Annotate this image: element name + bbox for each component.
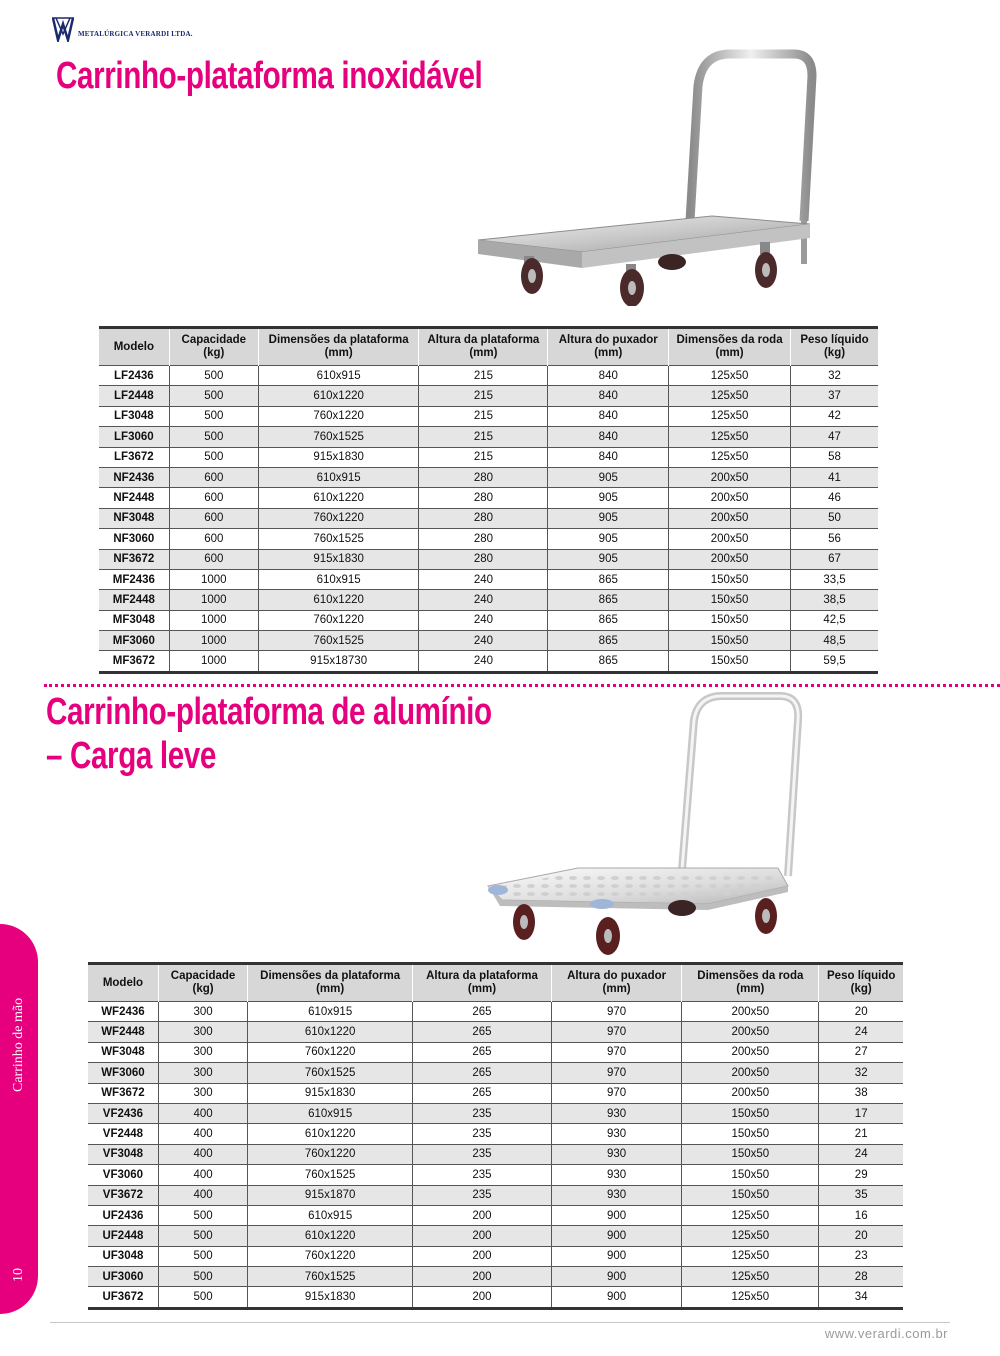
table-row <box>88 1185 903 1205</box>
table-cell: 915x1830 <box>248 1287 413 1308</box>
table-cell: 760x1525 <box>258 631 418 651</box>
table-cell: 500 <box>169 427 258 447</box>
table-cell: 125x50 <box>669 366 791 386</box>
column-header: Altura da plataforma (mm) <box>419 328 548 366</box>
table-cell: 265 <box>413 1083 552 1103</box>
table-cell: 200 <box>413 1287 552 1308</box>
column-header: Dimensões da plataforma (mm) <box>258 328 418 366</box>
table-row <box>88 1165 903 1185</box>
table-cell: 610x1220 <box>248 1124 413 1144</box>
table-cell: 20 <box>819 1002 903 1022</box>
model-cell: NF3060 <box>99 529 169 549</box>
table-cell: 900 <box>551 1246 681 1266</box>
column-header: Dimensões da roda (mm) <box>682 964 819 1002</box>
table-cell: 930 <box>551 1103 681 1123</box>
table-cell: 760x1525 <box>258 529 418 549</box>
table-cell: 200x50 <box>669 467 791 487</box>
table-cell: 47 <box>791 427 878 447</box>
table-row <box>99 610 878 630</box>
table-row <box>99 447 878 467</box>
table-cell: 610x915 <box>248 1002 413 1022</box>
table-cell: 840 <box>548 386 669 406</box>
table-cell: 300 <box>158 1063 247 1083</box>
table-cell: 200x50 <box>669 529 791 549</box>
table-cell: 150x50 <box>669 631 791 651</box>
table-row <box>88 1205 903 1225</box>
table-cell: 200x50 <box>682 1022 819 1042</box>
table-row <box>88 1083 903 1103</box>
table-row <box>88 1226 903 1246</box>
column-header: Modelo <box>99 328 169 366</box>
table-cell: 200 <box>413 1205 552 1225</box>
table-cell: 610x915 <box>248 1205 413 1225</box>
table-cell: 840 <box>548 427 669 447</box>
table-cell: 200x50 <box>682 1042 819 1062</box>
table-cell: 1000 <box>169 590 258 610</box>
section2-title-line2: – Carga leve <box>46 735 216 777</box>
table-cell: 600 <box>169 529 258 549</box>
model-cell: MF3048 <box>99 610 169 630</box>
table-cell: 46 <box>791 488 878 508</box>
table-cell: 905 <box>548 508 669 528</box>
column-header: Peso líquido (kg) <box>791 328 878 366</box>
table-cell: 42,5 <box>791 610 878 630</box>
model-cell: VF2448 <box>88 1124 158 1144</box>
table-cell: 610x915 <box>258 467 418 487</box>
table-row <box>88 1103 903 1123</box>
model-cell: UF2448 <box>88 1226 158 1246</box>
table-cell: 1000 <box>169 610 258 630</box>
table-row <box>88 1124 903 1144</box>
table-cell: 200 <box>413 1267 552 1287</box>
table-cell: 970 <box>551 1022 681 1042</box>
table-cell: 280 <box>419 467 548 487</box>
table-cell: 150x50 <box>682 1124 819 1144</box>
table-row <box>88 1246 903 1266</box>
table-cell: 150x50 <box>669 569 791 589</box>
table-cell: 150x50 <box>669 610 791 630</box>
model-cell: VF3672 <box>88 1185 158 1205</box>
table-cell: 760x1220 <box>258 508 418 528</box>
table-cell: 970 <box>551 1042 681 1062</box>
table-cell: 150x50 <box>669 651 791 672</box>
table-cell: 38 <box>819 1083 903 1103</box>
table-cell: 125x50 <box>682 1267 819 1287</box>
model-cell: WF3060 <box>88 1063 158 1083</box>
column-header: Peso líquido (kg) <box>819 964 903 1002</box>
table-cell: 760x1525 <box>248 1165 413 1185</box>
table-cell: 200x50 <box>682 1063 819 1083</box>
table-cell: 500 <box>169 406 258 426</box>
table-row <box>88 1042 903 1062</box>
table-cell: 610x915 <box>258 569 418 589</box>
column-header: Modelo <box>88 964 158 1002</box>
table-cell: 67 <box>791 549 878 569</box>
table-cell: 150x50 <box>682 1103 819 1123</box>
table-cell: 760x1525 <box>248 1063 413 1083</box>
table-cell: 125x50 <box>682 1226 819 1246</box>
table-cell: 240 <box>419 569 548 589</box>
company-logo <box>52 16 193 42</box>
table-cell: 32 <box>819 1063 903 1083</box>
model-cell: LF2448 <box>99 386 169 406</box>
model-cell: WF2436 <box>88 1002 158 1022</box>
table-cell: 500 <box>169 447 258 467</box>
table-cell: 235 <box>413 1165 552 1185</box>
table-cell: 865 <box>548 610 669 630</box>
table-cell: 24 <box>819 1022 903 1042</box>
table-row <box>99 427 878 447</box>
table-cell: 1000 <box>169 569 258 589</box>
table-body <box>99 366 878 673</box>
table-cell: 33,5 <box>791 569 878 589</box>
table-row <box>88 1287 903 1308</box>
table-cell: 760x1525 <box>258 427 418 447</box>
table-cell: 34 <box>819 1287 903 1308</box>
model-cell: UF3672 <box>88 1287 158 1308</box>
table-cell: 300 <box>158 1042 247 1062</box>
model-cell: VF3060 <box>88 1165 158 1185</box>
table-cell: 240 <box>419 651 548 672</box>
table-cell: 35 <box>819 1185 903 1205</box>
table-cell: 760x1220 <box>248 1246 413 1266</box>
table-cell: 280 <box>419 549 548 569</box>
table-cell: 42 <box>791 406 878 426</box>
table-cell: 610x915 <box>248 1103 413 1123</box>
table-cell: 600 <box>169 549 258 569</box>
table-cell: 930 <box>551 1185 681 1205</box>
table-row <box>99 508 878 528</box>
table-cell: 240 <box>419 610 548 630</box>
table-row <box>88 1022 903 1042</box>
model-cell: NF2436 <box>99 467 169 487</box>
table-cell: 400 <box>158 1185 247 1205</box>
table-cell: 240 <box>419 631 548 651</box>
table-cell: 760x1220 <box>258 406 418 426</box>
table-cell: 905 <box>548 529 669 549</box>
table-cell: 16 <box>819 1205 903 1225</box>
table-cell: 970 <box>551 1002 681 1022</box>
footer-divider <box>50 1322 950 1323</box>
section2-title <box>46 690 492 778</box>
table-cell: 300 <box>158 1002 247 1022</box>
table-cell: 840 <box>548 447 669 467</box>
table-cell: 235 <box>413 1185 552 1205</box>
model-cell: NF3672 <box>99 549 169 569</box>
stainless-spec-table <box>99 326 878 674</box>
section-divider <box>44 684 1000 687</box>
table-cell: 915x1830 <box>248 1083 413 1103</box>
table-cell: 1000 <box>169 651 258 672</box>
table-cell: 235 <box>413 1124 552 1144</box>
model-cell: MF3060 <box>99 631 169 651</box>
table-cell: 28 <box>819 1267 903 1287</box>
table-cell: 37 <box>791 386 878 406</box>
table-cell: 235 <box>413 1144 552 1164</box>
table-cell: 215 <box>419 406 548 426</box>
table-cell: 500 <box>169 386 258 406</box>
column-header: Dimensões da roda (mm) <box>669 328 791 366</box>
table-cell: 125x50 <box>669 386 791 406</box>
table-cell: 200x50 <box>669 508 791 528</box>
table-cell: 32 <box>791 366 878 386</box>
table-row <box>99 488 878 508</box>
table-cell: 760x1220 <box>258 610 418 630</box>
column-header: Capacidade (kg) <box>169 328 258 366</box>
table-cell: 41 <box>791 467 878 487</box>
company-name: METALÚRGICA VERARDI LTDA. <box>78 30 193 38</box>
table-cell: 900 <box>551 1287 681 1308</box>
table-cell: 215 <box>419 427 548 447</box>
verardi-logo-icon <box>52 16 74 42</box>
table-cell: 840 <box>548 366 669 386</box>
table-cell: 200x50 <box>682 1083 819 1103</box>
table-cell: 150x50 <box>682 1144 819 1164</box>
table-cell: 56 <box>791 529 878 549</box>
table-cell: 150x50 <box>682 1185 819 1205</box>
table-cell: 265 <box>413 1063 552 1083</box>
table-cell: 400 <box>158 1144 247 1164</box>
table-cell: 235 <box>413 1103 552 1123</box>
table-row <box>88 1267 903 1287</box>
column-header: Capacidade (kg) <box>158 964 247 1002</box>
column-header: Altura do puxador (mm) <box>551 964 681 1002</box>
model-cell: WF3672 <box>88 1083 158 1103</box>
model-cell: UF3060 <box>88 1267 158 1287</box>
table-row <box>88 1144 903 1164</box>
table-cell: 200x50 <box>669 549 791 569</box>
table-header-row <box>88 964 903 1002</box>
table-cell: 215 <box>419 366 548 386</box>
model-cell: LF3048 <box>99 406 169 426</box>
table-cell: 915x1830 <box>258 447 418 467</box>
table-cell: 600 <box>169 467 258 487</box>
table-row <box>99 631 878 651</box>
table-cell: 500 <box>158 1205 247 1225</box>
table-cell: 265 <box>413 1042 552 1062</box>
model-cell: UF3048 <box>88 1246 158 1266</box>
model-cell: VF3048 <box>88 1144 158 1164</box>
table-cell: 915x1830 <box>258 549 418 569</box>
footer-url: www.verardi.com.br <box>824 1326 948 1341</box>
table-row <box>99 549 878 569</box>
table-cell: 125x50 <box>669 406 791 426</box>
model-cell: LF3672 <box>99 447 169 467</box>
table-row <box>99 569 878 589</box>
table-cell: 280 <box>419 529 548 549</box>
table-cell: 29 <box>819 1165 903 1185</box>
model-cell: MF2436 <box>99 569 169 589</box>
table-cell: 500 <box>158 1287 247 1308</box>
table-cell: 760x1525 <box>248 1267 413 1287</box>
table-cell: 500 <box>158 1267 247 1287</box>
table-row <box>99 651 878 672</box>
table-row <box>99 467 878 487</box>
table-cell: 27 <box>819 1042 903 1062</box>
table-cell: 265 <box>413 1022 552 1042</box>
table-cell: 610x1220 <box>248 1022 413 1042</box>
table-cell: 48,5 <box>791 631 878 651</box>
table-cell: 1000 <box>169 631 258 651</box>
table-cell: 125x50 <box>669 447 791 467</box>
table-cell: 59,5 <box>791 651 878 672</box>
table-cell: 865 <box>548 651 669 672</box>
table-cell: 200x50 <box>682 1002 819 1022</box>
table-cell: 610x1220 <box>258 590 418 610</box>
table-cell: 50 <box>791 508 878 528</box>
side-tab-label: Carrinho de mão <box>11 997 26 1092</box>
table-cell: 200 <box>413 1226 552 1246</box>
table-cell: 400 <box>158 1165 247 1185</box>
table-cell: 865 <box>548 569 669 589</box>
table-cell: 125x50 <box>669 427 791 447</box>
table-body <box>88 1002 903 1309</box>
table-cell: 125x50 <box>682 1287 819 1308</box>
table-cell: 215 <box>419 386 548 406</box>
table-cell: 215 <box>419 447 548 467</box>
table-cell: 200x50 <box>669 488 791 508</box>
table-cell: 840 <box>548 406 669 426</box>
table-cell: 915x18730 <box>258 651 418 672</box>
table-cell: 500 <box>158 1226 247 1246</box>
table-row <box>88 1002 903 1022</box>
page-number: 10 <box>11 1268 26 1282</box>
table-cell: 610x1220 <box>258 386 418 406</box>
column-header: Altura do puxador (mm) <box>548 328 669 366</box>
table-cell: 600 <box>169 488 258 508</box>
table-cell: 760x1220 <box>248 1144 413 1164</box>
table-cell: 265 <box>413 1002 552 1022</box>
table-cell: 400 <box>158 1124 247 1144</box>
model-cell: MF2448 <box>99 590 169 610</box>
table-cell: 17 <box>819 1103 903 1123</box>
model-cell: NF2448 <box>99 488 169 508</box>
table-row <box>99 406 878 426</box>
model-cell: WF3048 <box>88 1042 158 1062</box>
table-cell: 905 <box>548 467 669 487</box>
model-cell: LF2436 <box>99 366 169 386</box>
table-cell: 500 <box>169 366 258 386</box>
table-cell: 970 <box>551 1083 681 1103</box>
table-cell: 125x50 <box>682 1205 819 1225</box>
table-header-row <box>99 328 878 366</box>
table-row <box>99 529 878 549</box>
section2-title-line1: Carrinho-plataforma de alumínio <box>46 691 492 733</box>
table-cell: 610x1220 <box>258 488 418 508</box>
table-cell: 300 <box>158 1022 247 1042</box>
table-cell: 58 <box>791 447 878 467</box>
table-cell: 930 <box>551 1165 681 1185</box>
table-cell: 865 <box>548 590 669 610</box>
stainless-cart-image <box>472 46 832 306</box>
model-cell: MF3672 <box>99 651 169 672</box>
table-cell: 280 <box>419 488 548 508</box>
aluminium-spec-table <box>88 962 903 1310</box>
table-cell: 970 <box>551 1063 681 1083</box>
table-cell: 150x50 <box>682 1165 819 1185</box>
model-cell: VF2436 <box>88 1103 158 1123</box>
table-cell: 930 <box>551 1124 681 1144</box>
table-cell: 610x1220 <box>248 1226 413 1246</box>
model-cell: NF3048 <box>99 508 169 528</box>
table-cell: 760x1220 <box>248 1042 413 1062</box>
aluminium-cart-image <box>482 690 812 960</box>
table-row <box>99 590 878 610</box>
table-cell: 905 <box>548 488 669 508</box>
table-cell: 38,5 <box>791 590 878 610</box>
table-cell: 300 <box>158 1083 247 1103</box>
table-cell: 125x50 <box>682 1246 819 1266</box>
table-cell: 240 <box>419 590 548 610</box>
table-cell: 20 <box>819 1226 903 1246</box>
table-cell: 500 <box>158 1246 247 1266</box>
table-cell: 915x1870 <box>248 1185 413 1205</box>
table-cell: 23 <box>819 1246 903 1266</box>
table-cell: 21 <box>819 1124 903 1144</box>
table-cell: 200 <box>413 1246 552 1266</box>
table-cell: 930 <box>551 1144 681 1164</box>
model-cell: WF2448 <box>88 1022 158 1042</box>
table-cell: 900 <box>551 1226 681 1246</box>
table-cell: 24 <box>819 1144 903 1164</box>
table-cell: 905 <box>548 549 669 569</box>
section1-title: Carrinho-plataforma inoxidável <box>56 55 483 97</box>
table-cell: 280 <box>419 508 548 528</box>
table-cell: 610x915 <box>258 366 418 386</box>
column-header: Altura da plataforma (mm) <box>413 964 552 1002</box>
table-cell: 900 <box>551 1205 681 1225</box>
model-cell: UF2436 <box>88 1205 158 1225</box>
table-cell: 150x50 <box>669 590 791 610</box>
table-row <box>99 386 878 406</box>
table-cell: 600 <box>169 508 258 528</box>
table-cell: 865 <box>548 631 669 651</box>
table-row <box>88 1063 903 1083</box>
model-cell: LF3060 <box>99 427 169 447</box>
table-row <box>99 366 878 386</box>
table-cell: 400 <box>158 1103 247 1123</box>
column-header: Dimensões da plataforma (mm) <box>248 964 413 1002</box>
table-cell: 900 <box>551 1267 681 1287</box>
